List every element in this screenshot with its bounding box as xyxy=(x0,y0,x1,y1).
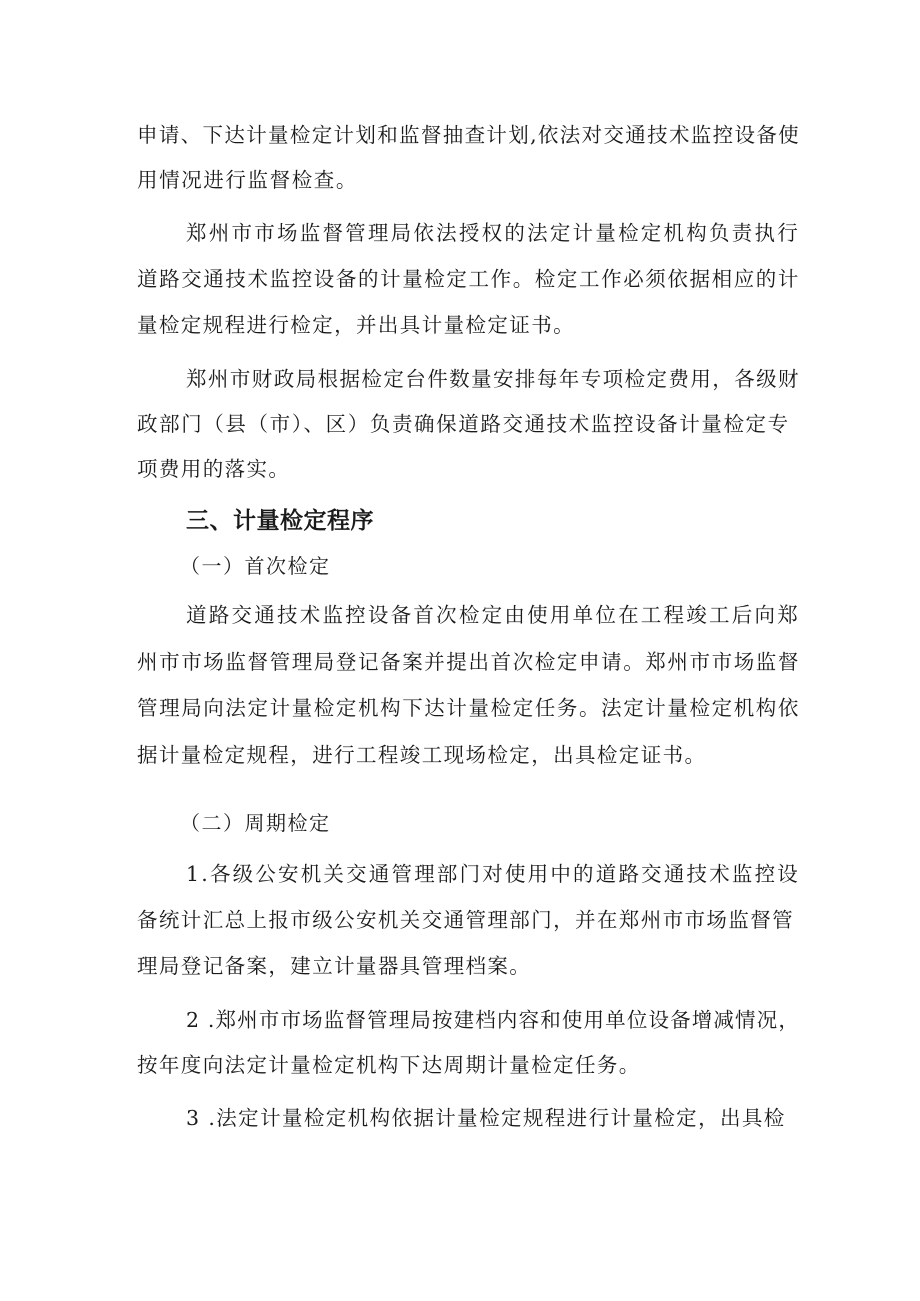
paragraph-3-line-3: 项费用的落实。 xyxy=(137,457,291,481)
paragraph-1-line-2: 用情况进行监督检查。 xyxy=(137,168,358,192)
paragraph-4-line-4: 据计量检定规程，进行工程竣工现场检定，出具检定证书。 xyxy=(137,743,707,767)
paragraph-2-line-3: 量检定规程进行检定，并出具计量检定证书。 xyxy=(137,313,575,337)
paragraph-3-line-1: 郑州市财政局根据检定台件数量安排每年专项检定费用，各级财 xyxy=(186,367,800,391)
paragraph-2-line-2: 道路交通技术监控设备的计量检定工作。检定工作必须依据相应的计 xyxy=(137,267,800,291)
item-2-line-1: 2 .郑州市市场监督管理局按建档内容和使用单位设备增减情况， xyxy=(186,1008,800,1032)
item-2-line-2: 按年度向法定计量检定机构下达周期计量检定任务。 xyxy=(137,1053,641,1077)
paragraph-2-line-1: 郑州市市场监督管理局依法授权的法定计量检定机构负责执行 xyxy=(186,221,800,245)
item-1-line-2: 备统计汇总上报市级公安机关交通管理部门，并在郑州市市场监督管 xyxy=(137,908,794,932)
paragraph-1-line-1: 申请、下达计量检定计划和监督抽查计划,依法对交通技术监控设备使 xyxy=(137,123,800,147)
item-3-line-1: 3 .法定计量检定机构依据计量检定规程进行计量检定，出具检 xyxy=(186,1106,786,1130)
paragraph-4-line-1: 道路交通技术监控设备首次检定由使用单位在工程竣工后向郑 xyxy=(186,603,800,627)
subheading-first-inspection: （一）首次检定 xyxy=(180,554,331,578)
paragraph-3-line-2: 政部门（县（市）、区）负责确保道路交通技术监控设备计量检定专 xyxy=(137,412,790,436)
item-1-line-1: 1.各级公安机关交通管理部门对使用中的道路交通技术监控设 xyxy=(186,862,800,886)
subheading-periodic-inspection: （二）周期检定 xyxy=(180,811,331,835)
paragraph-4-line-2: 州市市场监督管理局登记备案并提出首次检定申请。郑州市市场监督 xyxy=(137,650,800,674)
section-heading: 三、计量检定程序 xyxy=(186,508,374,534)
item-1-line-3: 理局登记备案，建立计量器具管理档案。 xyxy=(137,954,532,978)
paragraph-4-line-3: 管理局向法定计量检定机构下达计量检定任务。法定计量检定机构依 xyxy=(137,696,800,720)
